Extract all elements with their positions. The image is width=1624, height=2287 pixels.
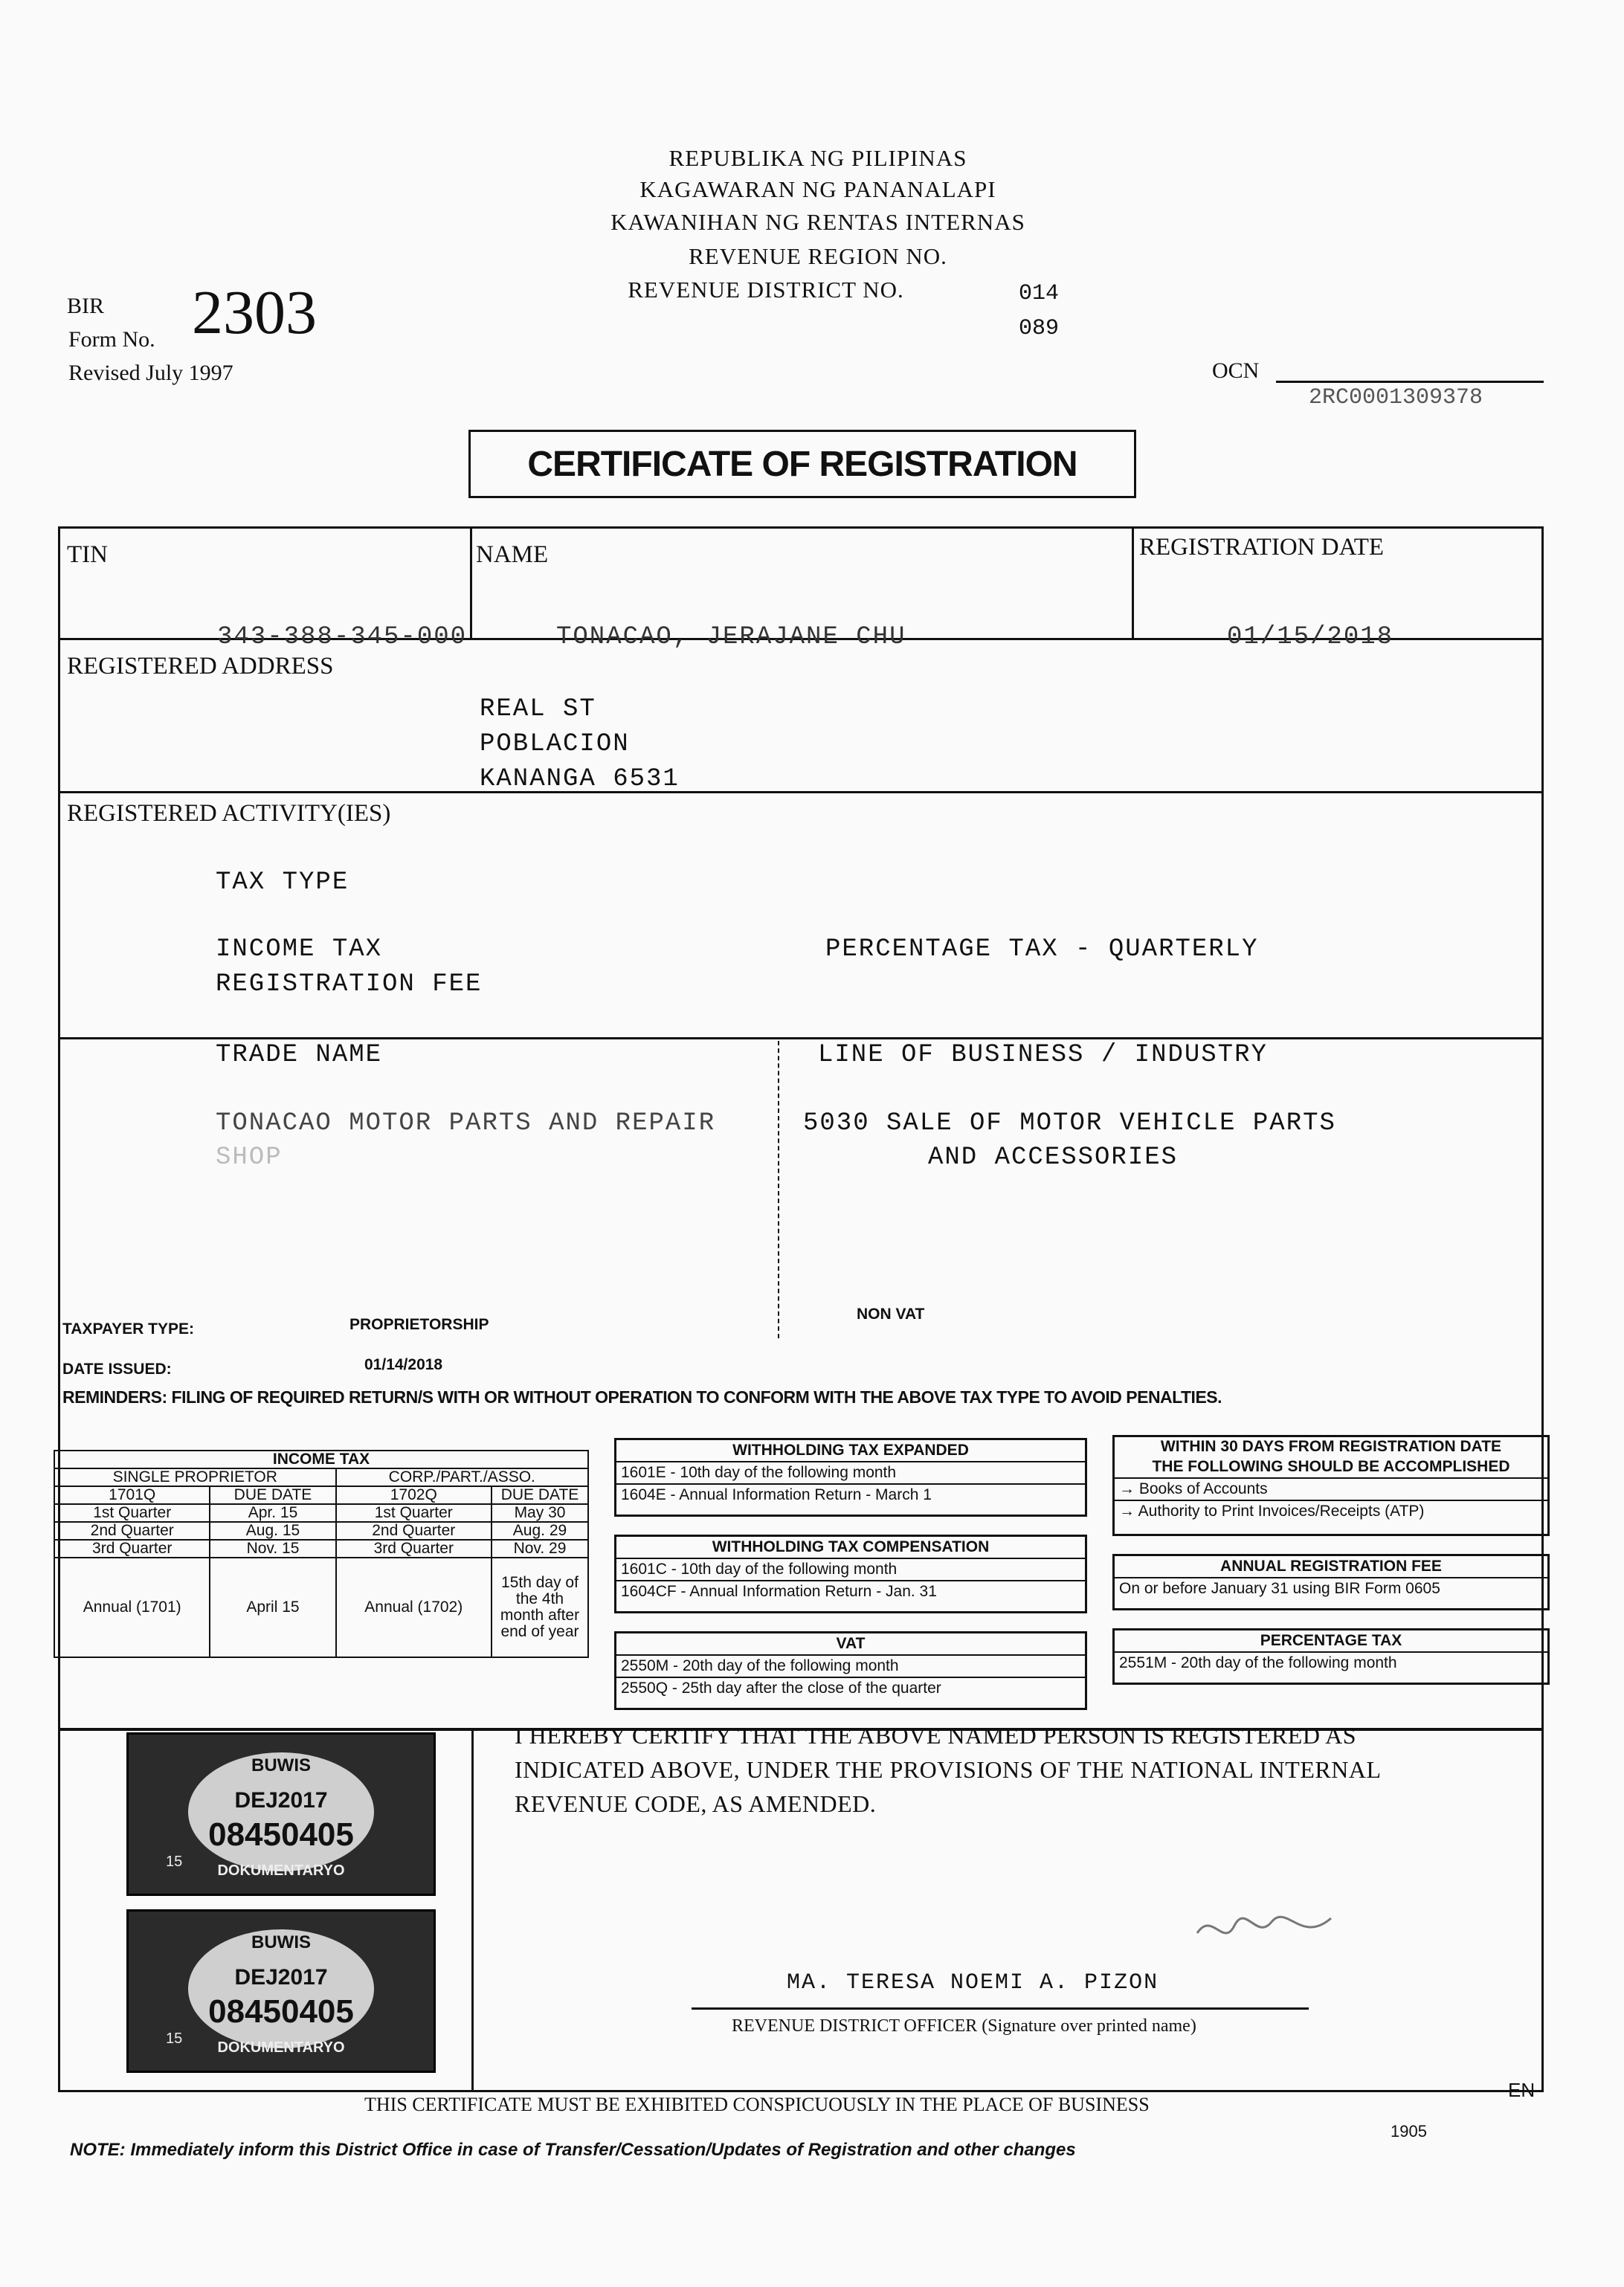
withholding-expanded-row-2: 1604E - Annual Information Return - March 1 <box>621 1486 932 1503</box>
withholding-expanded-row-1: 1601E - 10th day of the following month <box>616 1462 1085 1485</box>
vat-box <box>614 1631 1087 1710</box>
form-number: 2303 <box>192 278 317 347</box>
tax-type-income: INCOME TAX <box>216 935 383 964</box>
due-date-cell: Nov. 15 <box>210 1540 335 1558</box>
authority-to-print: → Authority to Print Invoices/Receipts (ATP) <box>1119 1503 1425 1520</box>
certify-line-3: REVENUE CODE, AS AMENDED. <box>515 1790 877 1817</box>
taxpayer-type-value: PROPRIETORSHIP <box>349 1316 489 1333</box>
withholding-compensation-title: WITHHOLDING TAX COMPENSATION <box>616 1537 1085 1559</box>
trade-name-label: TRADE NAME <box>216 1041 383 1069</box>
annual-due-cell: 15th day of the 4th month after end of year <box>492 1558 588 1657</box>
annual-registration-fee-title: ANNUAL REGISTRATION FEE <box>1115 1556 1547 1578</box>
within-30-days-box <box>1112 1435 1550 1536</box>
ocn-number: 2RC0001309378 <box>1309 385 1483 410</box>
annual-cell: Annual (1702) <box>336 1558 492 1657</box>
form-no-label: Form No. <box>68 327 155 352</box>
within-30-days-title-2: THE FOLLOWING SHOULD BE ACCOMPLISHED <box>1115 1457 1547 1479</box>
address-city-zip: KANANGA 6531 <box>480 765 680 793</box>
registration-date-value: 01/15/2018 <box>1227 623 1394 651</box>
percentage-tax-box <box>1112 1628 1550 1685</box>
row2-bottom-line <box>58 791 1544 793</box>
table-row <box>54 1522 588 1540</box>
income-tax-table-wrap <box>54 1450 589 1658</box>
within-30-days-title-1: WITHIN 30 DAYS FROM REGISTRATION DATE <box>1160 1438 1502 1455</box>
line-of-business-value: 5030 SALE OF MOTOR VEHICLE PARTS <box>803 1109 1336 1138</box>
quarter-cell: 3rd Quarter <box>54 1540 210 1558</box>
registration-date-label: REGISTRATION DATE <box>1139 534 1385 561</box>
withholding-expanded-box <box>614 1438 1087 1517</box>
percentage-tax-row: 2551M - 20th day of the following month <box>1119 1654 1397 1671</box>
region-number: 014 <box>1019 281 1060 306</box>
stamp-2-bottom: DOKUMENTARYO <box>217 2039 345 2056</box>
row3-bottom-line <box>58 1037 1544 1039</box>
due-date-cell: Aug. 15 <box>210 1522 335 1540</box>
due-date-cell: Nov. 29 <box>492 1540 588 1558</box>
ocn-label: OCN <box>1212 358 1260 383</box>
line-of-business-value-2: AND ACCESSORIES <box>928 1144 1179 1172</box>
single-proprietor-header: SINGLE PROPRIETOR <box>54 1468 336 1486</box>
quarter-cell: 1st Quarter <box>336 1504 492 1522</box>
ocn-underline <box>1276 381 1544 383</box>
documentary-stamp-1 <box>126 1732 436 1896</box>
footer-year: 1905 <box>1391 2122 1427 2141</box>
footer-note: NOTE: Immediately inform this District Office in case of Transfer/Cessation/Updates of Registration and other changes <box>70 2140 1076 2160</box>
name-label: NAME <box>476 541 549 568</box>
tin-value: 343-388-345-000 <box>217 623 468 651</box>
annual-registration-fee-box <box>1112 1554 1550 1610</box>
registered-address-label: REGISTERED ADDRESS <box>67 653 334 680</box>
stamp-1-bottom: DOKUMENTARYO <box>217 1862 345 1879</box>
annual-registration-fee-row: On or before January 31 using BIR Form 0605 <box>1119 1580 1440 1597</box>
withholding-expanded-title: WITHHOLDING TAX EXPANDED <box>616 1440 1085 1462</box>
due-date-header-2: DUE DATE <box>492 1486 588 1504</box>
vat-status: NON VAT <box>857 1306 925 1323</box>
registered-activities-label: REGISTERED ACTIVITY(IES) <box>67 800 391 827</box>
table-row <box>54 1558 588 1657</box>
documentary-stamp-2 <box>126 1909 436 2073</box>
quarter-cell: 2nd Quarter <box>336 1522 492 1540</box>
due-date-header-1: DUE DATE <box>210 1486 335 1504</box>
signature-line <box>692 2007 1309 2010</box>
officer-title: REVENUE DISTRICT OFFICER (Signature over printed name) <box>732 2016 1196 2036</box>
tin-label: TIN <box>67 541 108 568</box>
withholding-compensation-row-2: 1604CF - Annual Information Return - Jan. 31 <box>621 1583 937 1600</box>
tax-type-percentage: PERCENTAGE TAX - QUARTERLY <box>825 935 1259 964</box>
books-of-accounts: → Books of Accounts <box>1115 1479 1547 1501</box>
withholding-compensation-row-1: 1601C - 10th day of the following month <box>616 1559 1085 1581</box>
name-date-divider <box>1132 526 1134 639</box>
line-of-business-label: LINE OF BUSINESS / INDUSTRY <box>818 1041 1268 1069</box>
table-row <box>54 1540 588 1558</box>
header-republic: REPUBLIKA NG PILIPINAS <box>668 145 967 171</box>
certify-line-1: I HEREBY CERTIFY THAT THE ABOVE NAMED PERSON IS REGISTERED AS <box>515 1722 1357 1749</box>
vat-row-1: 2550M - 20th day of the following month <box>616 1656 1085 1678</box>
annual-due-cell: April 15 <box>210 1558 335 1657</box>
vat-title: VAT <box>616 1633 1085 1656</box>
form-1701q: 1701Q <box>54 1486 210 1504</box>
income-tax-table <box>54 1450 589 1658</box>
quarter-cell: 1st Quarter <box>54 1504 210 1522</box>
header-bureau: KAWANIHAN NG RENTAS INTERNAS <box>610 209 1025 235</box>
address-street: REAL ST <box>480 695 596 723</box>
quarter-cell: 2nd Quarter <box>54 1522 210 1540</box>
exhibit-notice: THIS CERTIFICATE MUST BE EXHIBITED CONSPICUOUSLY IN THE PLACE OF BUSINESS <box>364 2094 1150 2115</box>
certify-line-2: INDICATED ABOVE, UNDER THE PROVISIONS OF THE NATIONAL INTERNAL <box>515 1756 1382 1783</box>
date-issued-value: 01/14/2018 <box>364 1356 443 1373</box>
taxpayer-name: TONACAO, JERAJANE CHU <box>556 623 906 651</box>
officer-signature <box>1190 1903 1338 1955</box>
annual-cell: Annual (1701) <box>54 1558 210 1657</box>
tax-type-label: TAX TYPE <box>216 868 349 897</box>
withholding-compensation-box <box>614 1535 1087 1613</box>
stamp-2-denomination: 15 <box>166 2030 183 2047</box>
taxpayer-type-label: TAXPAYER TYPE: <box>62 1320 194 1338</box>
stamp-1-top: BUWIS <box>251 1755 311 1775</box>
stamp-1-number: 08450405 <box>208 1816 354 1853</box>
due-date-cell: May 30 <box>492 1504 588 1522</box>
certificate-title: CERTIFICATE OF REGISTRATION <box>527 444 1077 484</box>
tax-type-registration-fee: REGISTRATION FEE <box>216 970 483 999</box>
bir-label: BIR <box>67 294 105 318</box>
table-row <box>54 1504 588 1522</box>
tin-name-divider <box>470 526 472 639</box>
trade-lob-divider <box>778 1041 779 1338</box>
stamp-divider <box>471 1728 474 2092</box>
revision-date: Revised July 1997 <box>68 361 233 385</box>
due-date-cell: Aug. 29 <box>492 1522 588 1540</box>
signature-scribble <box>1190 1903 1338 1955</box>
stamp-2-number: 08450405 <box>208 1993 354 2030</box>
stamp-2-date: DEJ2017 <box>234 1965 328 1990</box>
stamp-2-top: BUWIS <box>251 1932 311 1952</box>
due-date-cell: Apr. 15 <box>210 1504 335 1522</box>
income-tax-title: INCOME TAX <box>54 1451 588 1468</box>
header-region: REVENUE REGION NO. <box>689 243 947 269</box>
date-issued-label: DATE ISSUED: <box>62 1361 172 1378</box>
officer-name: MA. TERESA NOEMI A. PIZON <box>787 1970 1159 1996</box>
address-barangay: POBLACION <box>480 730 630 758</box>
header-district: REVENUE DISTRICT NO. <box>628 277 904 303</box>
trade-name-value: TONACAO MOTOR PARTS AND REPAIR <box>216 1109 716 1138</box>
footer-en: EN <box>1508 2079 1536 2101</box>
trade-name-value-2: SHOP <box>216 1144 283 1172</box>
percentage-tax-title: PERCENTAGE TAX <box>1115 1630 1547 1653</box>
reminders-text: REMINDERS: FILING OF REQUIRED RETURN/S WITH OR WITHOUT OPERATION TO CONFORM WITH THE ABOVE TAX TYPE TO AVOID PENALTIES. <box>62 1387 1222 1407</box>
header-department: KAGAWARAN NG PANANALAPI <box>639 176 996 202</box>
quarter-cell: 3rd Quarter <box>336 1540 492 1558</box>
stamp-1-denomination: 15 <box>166 1854 183 1870</box>
vat-row-2: 2550Q - 25th day after the close of the quarter <box>621 1680 941 1697</box>
corporation-header: CORP./PART./ASSO. <box>336 1468 588 1486</box>
district-number: 089 <box>1019 316 1060 341</box>
stamp-1-date: DEJ2017 <box>234 1788 328 1813</box>
title-box <box>468 430 1136 498</box>
form-1702q: 1702Q <box>336 1486 492 1504</box>
